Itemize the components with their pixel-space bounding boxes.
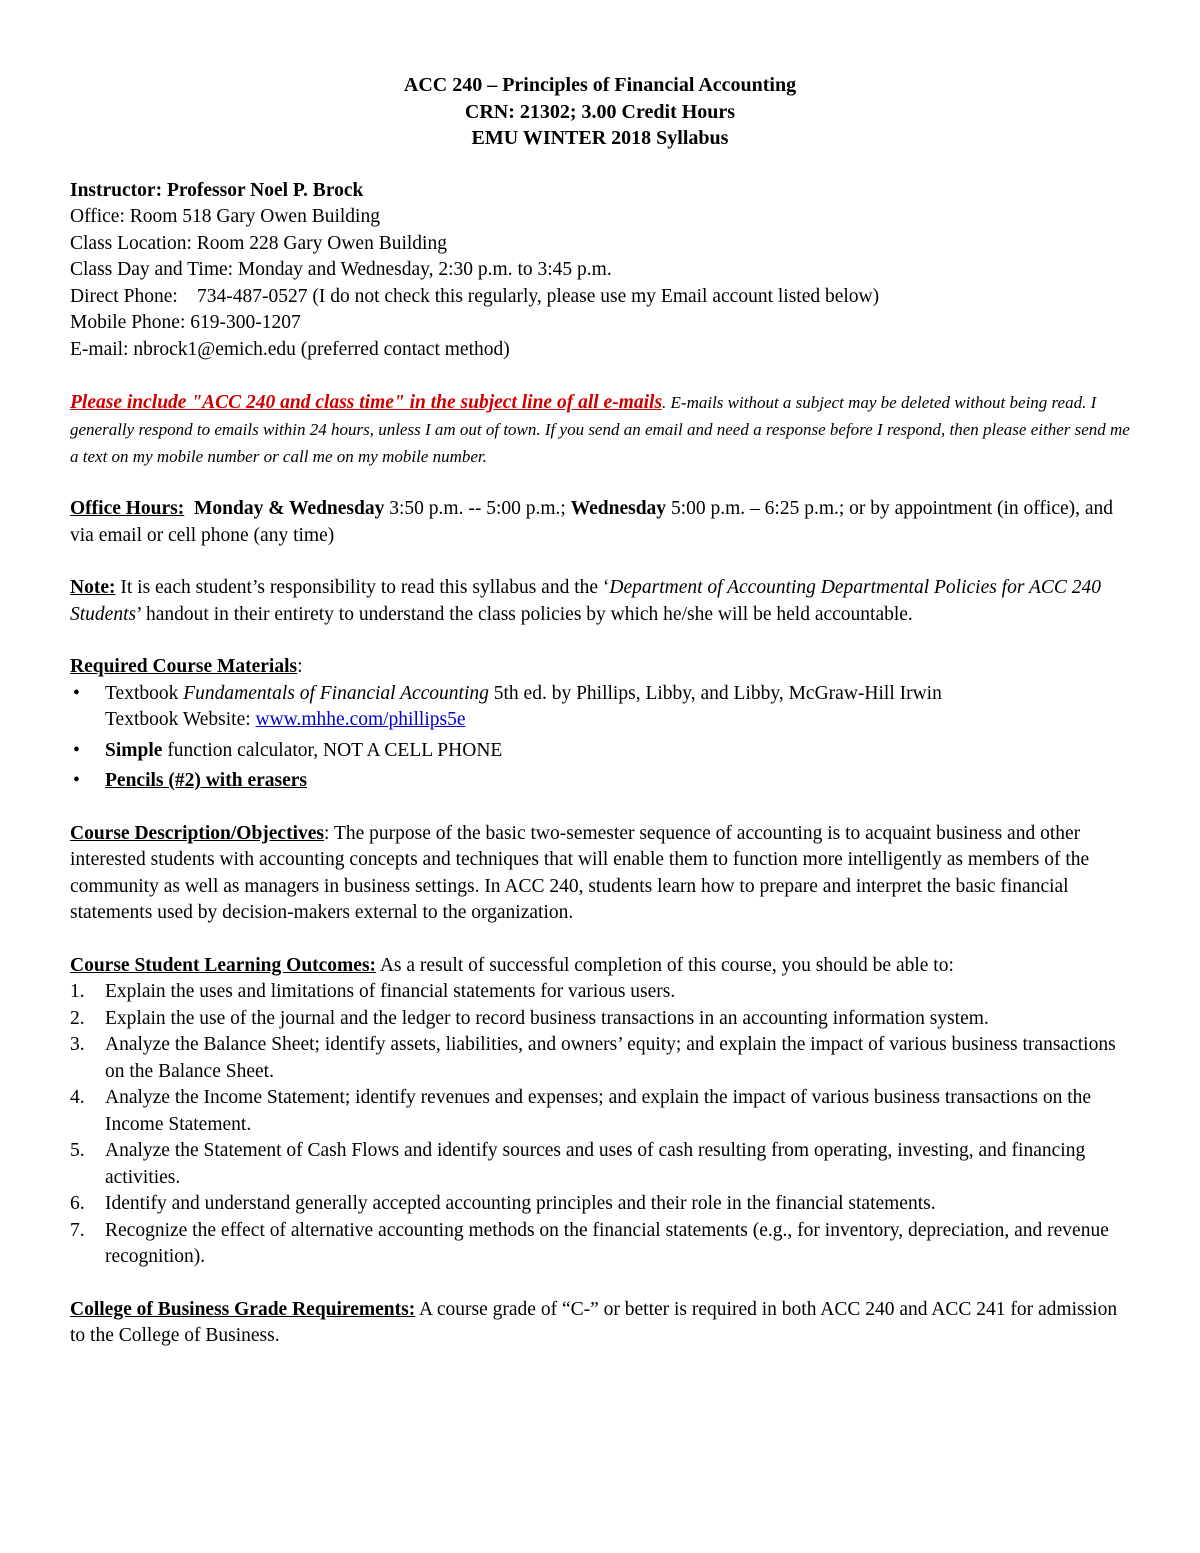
grade-requirements — [70, 1297, 1130, 1350]
outcomes-heading — [70, 953, 1130, 980]
office-hours-day2: Wednesday — [570, 498, 667, 519]
office-hours-time2: 5:00 p.m. – 6:25 p.m.; or by appointment (in office), and via email or cell phone (any time) — [70, 498, 1114, 546]
list-item: • Textbook Fundamentals of Financial Accounting 5th ed. by Phillips, Libby, and Libby, McGraw-Hill Irwin Textbook Website: www.mhhe.com/phillips5e — [73, 682, 942, 730]
bullet-icon: • — [73, 739, 80, 761]
syllabus-page — [70, 72, 1130, 1350]
bullet-icon: • — [73, 770, 80, 791]
outcomes-list — [70, 979, 1130, 1271]
list-item: 1. Explain the uses and limitations of financial statements for various users. — [70, 981, 676, 1002]
materials-list — [70, 681, 1130, 795]
materials-label: Required Course Materials — [70, 656, 298, 677]
list-item: 3. Analyze the Balance Sheet; identify assets, liabilities, and owners’ equity; and explain the impact of various business transactions on the Balance Sheet. — [70, 1034, 1116, 1082]
direct-phone — [70, 284, 1130, 311]
note-text-2: ’ handout in their entirety to understand the class policies by which he/she will be held accountable. — [136, 603, 913, 625]
list-item: 4. Analyze the Income Statement; identify revenues and expenses; and explain the impact of various business transactions on the Income Statement. — [70, 1087, 1092, 1135]
email-notice — [70, 389, 1130, 470]
description-text: : The purpose of the basic two-semester sequence of accounting is to acquaint business and other interested students with accounting concepts and techniques that will enable them to function more intelligently as members of the community as well as managers in business settings. In ACC 240, students learn how to prepare and interpret the basic financial statements used by decision-makers external to the organization. — [70, 822, 1090, 923]
outcomes-intro: As a result of successful completion of this course, you should be able to: — [376, 954, 954, 976]
description-label: Course Description/Objectives — [70, 822, 324, 844]
instructor-name: Instructor: Professor Noel P. Brock — [70, 179, 364, 201]
mobile-phone: Mobile Phone: 619-300-1207 — [70, 312, 301, 333]
syllabus-term: EMU WINTER 2018 Syllabus — [471, 127, 729, 149]
course-title: ACC 240 – Principles of Financial Accounting — [403, 74, 797, 96]
email-subject-instruction: Please include "ACC 240 and class time" in the subject line of all e-mails — [70, 392, 663, 413]
email[interactable]: E-mail: nbrock1@emich.edu (preferred contact method) — [70, 338, 510, 360]
list-item: 2. Explain the use of the journal and the ledger to record business transactions in an accounting information system. — [70, 1007, 989, 1029]
office-location: Office: Room 518 Gary Owen Building — [70, 206, 380, 227]
list-item: 6. Identify and understand generally accepted accounting principles and their role in the financial statements. — [70, 1193, 936, 1214]
office-hours-day1: Monday & Wednesday — [194, 498, 385, 519]
note-label: Note: — [70, 577, 116, 598]
class-location: Class Location: Room 228 Gary Owen Building — [70, 232, 447, 254]
course-crn: CRN: 21302; 3.00 Credit Hours — [464, 100, 736, 123]
grade-text: A course grade of “C-” or better is required in both ACC 240 and ACC 241 for admission to the College of Business. — [70, 1298, 1118, 1346]
direct-phone-value: 734-487-0527 (I do not check this regularly, please use my Email account listed below) — [197, 285, 880, 307]
outcomes-label: Course Student Learning Outcomes: — [70, 954, 377, 976]
note-policy-title: Department of Accounting Departmental Policies for ACC 240 Students — [70, 577, 1102, 625]
list-item: 5. Analyze the Statement of Cash Flows and identify sources and uses of cash resulting from operating, investing, and financing activities. — [70, 1140, 1086, 1188]
textbook-website-link[interactable]: www.mhhe.com/phillips5e — [255, 709, 466, 730]
bullet-icon: • — [73, 682, 80, 704]
syllabus-note — [70, 575, 1130, 628]
grade-label: College of Business Grade Requirements: — [70, 1298, 416, 1320]
list-item: • Simple function calculator, NOT A CELL PHONE — [70, 738, 1130, 765]
office-hours-label: Office Hours: — [70, 498, 185, 519]
course-description — [70, 821, 1130, 927]
class-time: Class Day and Time: Monday and Wednesday, 2:30 p.m. to 3:45 p.m. — [70, 259, 612, 280]
list-item: • Pencils (#2) with erasers — [70, 768, 1130, 795]
materials-heading: Required Course Materials: — [70, 656, 303, 677]
list-item: 7. Recognize the effect of alternative accounting methods on the financial statements (e.g., for inventory, depreciation, and revenue recognition). — [70, 1219, 1109, 1267]
note-text-1: It is each student’s responsibility to read this syllabus and the ‘ — [115, 577, 610, 598]
direct-phone-label: Direct Phone: — [70, 285, 178, 307]
office-hours — [70, 496, 1130, 549]
textbook-title: Fundamentals of Financial Accounting — [183, 682, 489, 704]
email-notice-rest: . E-mails without a subject may be deleted without being read. I generally respond to emails within 24 hours, unless I am out of town. If you send an email and need a response before I respond, then please either send me a text on my mobile number or call me on my mobile number. — [70, 393, 1130, 466]
office-hours-time1: 3:50 p.m. -- 5:00 p.m.; — [384, 498, 571, 519]
